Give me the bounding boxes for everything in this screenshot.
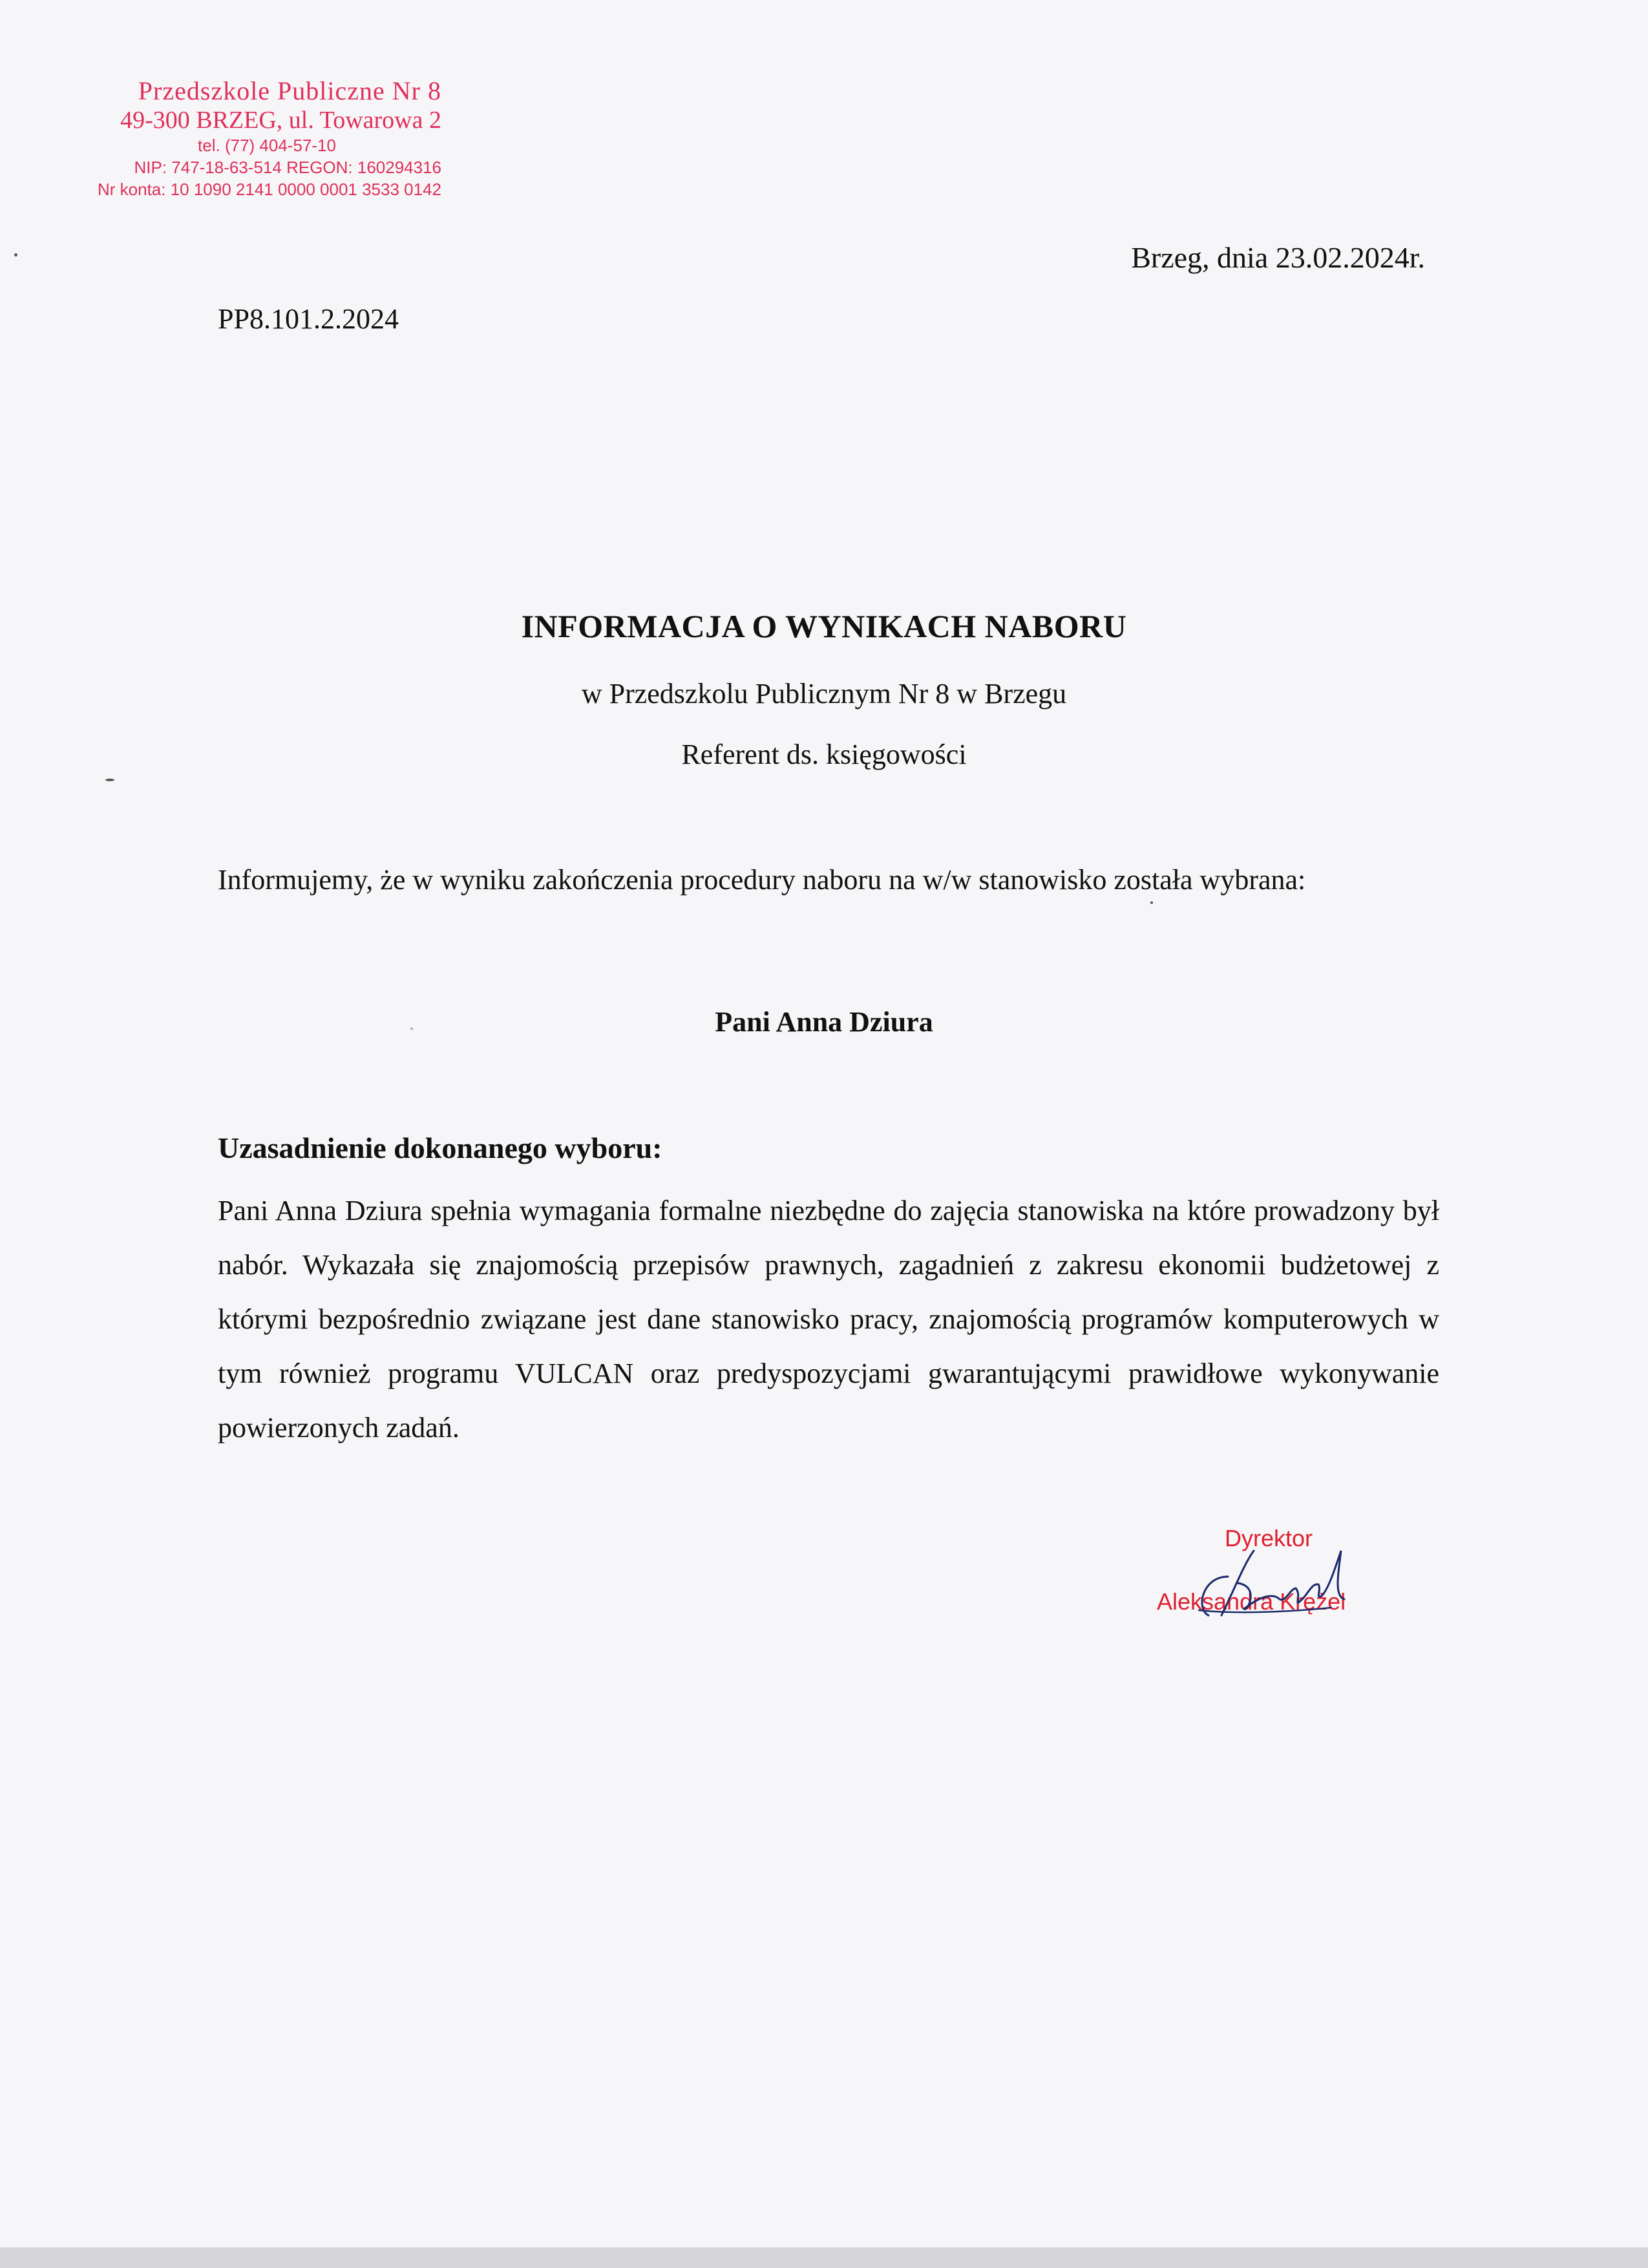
- stamp-institution-name: Przedszkole Publiczne Nr 8: [138, 76, 441, 105]
- scan-speck: [105, 779, 114, 781]
- stamp-address: 49-300 BRZEG, ul. Towarowa 2: [120, 107, 441, 134]
- handwritten-signature: [1183, 1538, 1377, 1628]
- stamp-account: Nr konta: 10 1090 2141 0000 0001 3533 0142: [97, 180, 441, 199]
- intro-paragraph: Informujemy, że w wyniku zakończenia procedury naboru na w/w stanowisko została wybrana:: [218, 864, 1306, 896]
- reference-number: PP8.101.2.2024: [218, 303, 399, 335]
- document-subtitle: w Przedszkolu Publicznym Nr 8 w Brzegu: [581, 678, 1067, 709]
- justification-heading: Uzasadnienie dokonanego wyboru:: [218, 1131, 662, 1164]
- job-position: Referent ds. księgowości: [681, 739, 967, 770]
- signature-name: Aleksandra Krężel: [1157, 1588, 1346, 1615]
- scan-speck: [14, 253, 17, 257]
- document-date: Brzeg, dnia 23.02.2024r.: [1131, 241, 1425, 274]
- stamp-phone: tel. (77) 404-57-10: [198, 136, 336, 155]
- stamp-nip-regon: NIP: 747-18-63-514 REGON: 160294316: [134, 158, 441, 177]
- scan-bottom-edge: [0, 2247, 1648, 2268]
- institution-stamp: [92, 76, 441, 200]
- scan-speck: [410, 1027, 413, 1030]
- scan-speck: [1150, 901, 1153, 904]
- signature-title: Dyrektor: [1225, 1525, 1313, 1551]
- document-title: INFORMACJA O WYNIKACH NABORU: [521, 608, 1127, 644]
- selected-person: Pani Anna Dziura: [715, 1006, 933, 1038]
- justification-body: Pani Anna Dziura spełnia wymagania formalne niezbędne do zajęcia stanowiska na które prowadzony był nabór. Wykazała się znajomością przepisów prawnych, zagadnień z zakresu ekonomii budżetowej z którymi bezpośrednio związane jest dane stanowisko pracy, znajomością programów komputerowych w tym również programu VULCAN oraz predyspozycjami gwarantującymi prawidłowe wykonywanie powierzonych zadań.: [218, 1195, 1439, 1444]
